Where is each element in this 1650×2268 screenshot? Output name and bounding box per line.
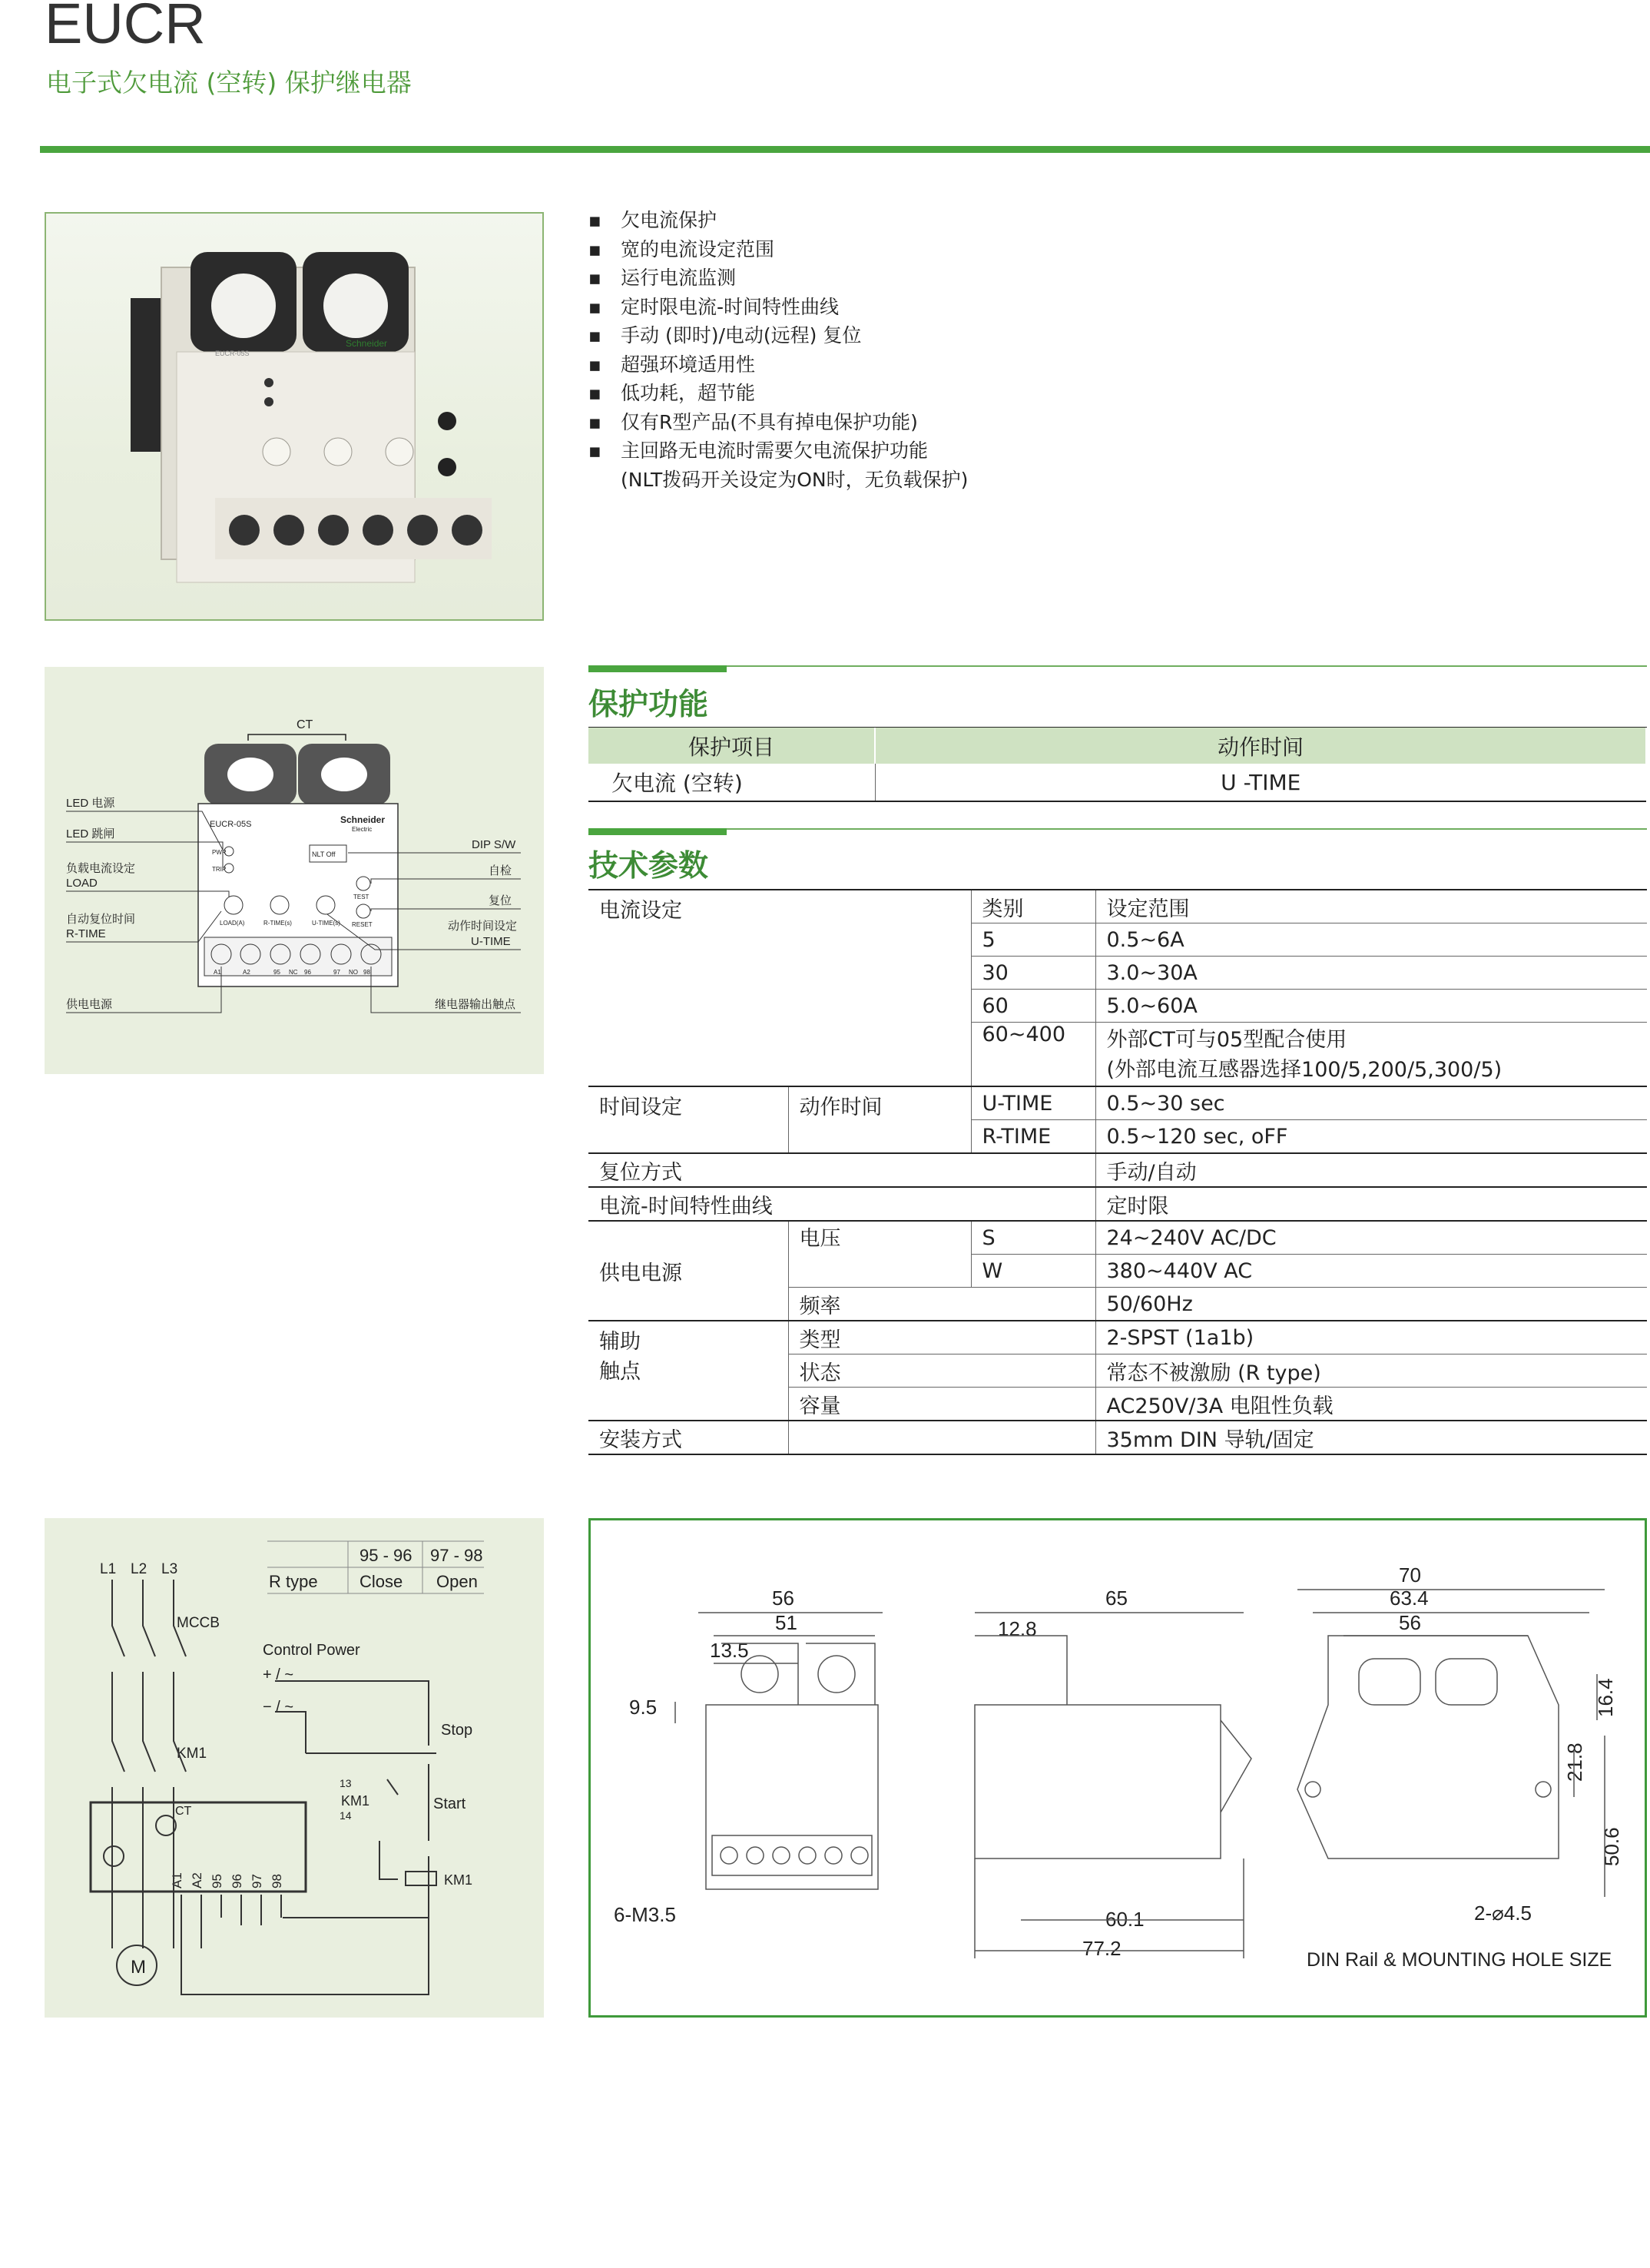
svg-text:EUCR-05S: EUCR-05S bbox=[210, 820, 252, 829]
svg-text:L3: L3 bbox=[161, 1561, 178, 1577]
section-rule bbox=[588, 665, 1647, 667]
list-item: ▪ 宽的电流设定范围 bbox=[588, 237, 775, 260]
svg-text:自动复位时间: 自动复位时间 bbox=[66, 913, 136, 926]
svg-text:NLT Off: NLT Off bbox=[312, 850, 336, 858]
svg-text:98: 98 bbox=[363, 969, 370, 976]
svg-text:77.2: 77.2 bbox=[1082, 1937, 1122, 1960]
svg-text:70: 70 bbox=[1399, 1563, 1421, 1587]
svg-text:MCCB: MCCB bbox=[177, 1615, 220, 1631]
wiring-diagram bbox=[45, 1518, 544, 2018]
prot-header: 保护项目 bbox=[588, 728, 875, 764]
svg-text:负载电流设定: 负载电流设定 bbox=[66, 862, 136, 875]
svg-text:Start: Start bbox=[433, 1796, 466, 1812]
dimension-drawing bbox=[588, 1518, 1647, 2018]
header-divider bbox=[40, 146, 1650, 153]
svg-text:DIP S/W: DIP S/W bbox=[472, 838, 516, 851]
svg-text:65: 65 bbox=[1105, 1587, 1128, 1610]
svg-text:Control Power: Control Power bbox=[263, 1642, 360, 1659]
page-subtitle: 电子式欠电流 (空转) 保护继电器 bbox=[46, 68, 412, 98]
svg-text:98: 98 bbox=[270, 1874, 284, 1888]
svg-text:95: 95 bbox=[210, 1874, 224, 1888]
svg-text:50.6: 50.6 bbox=[1600, 1827, 1623, 1866]
svg-text:R-TIME: R-TIME bbox=[66, 927, 106, 940]
list-item: ▪ 欠电流保护 bbox=[588, 209, 717, 231]
svg-text:M: M bbox=[131, 1957, 146, 1978]
svg-text:供电电源: 供电电源 bbox=[66, 998, 113, 1011]
svg-text:KM1: KM1 bbox=[444, 1872, 473, 1888]
svg-text:RESET: RESET bbox=[352, 921, 373, 928]
svg-text:A1: A1 bbox=[170, 1872, 184, 1888]
svg-text:+ / ~: + / ~ bbox=[263, 1666, 294, 1683]
svg-text:97: 97 bbox=[250, 1874, 264, 1888]
relay-illustration bbox=[46, 214, 542, 619]
svg-text:A2: A2 bbox=[190, 1872, 204, 1888]
svg-text:PWR: PWR bbox=[212, 849, 227, 856]
page-title: EUCR bbox=[45, 0, 206, 55]
svg-text:继电器输出触点: 继电器输出触点 bbox=[435, 998, 516, 1011]
svg-text:R-TIME(s): R-TIME(s) bbox=[263, 920, 292, 927]
svg-text:96: 96 bbox=[304, 969, 311, 976]
table-row: 欠电流 (空转) U -TIME bbox=[588, 764, 1646, 801]
svg-text:A2: A2 bbox=[243, 969, 250, 976]
photo-brand-label: Schneider bbox=[346, 338, 388, 349]
svg-text:60.1: 60.1 bbox=[1105, 1908, 1145, 1931]
svg-text:16.4: 16.4 bbox=[1594, 1678, 1617, 1717]
svg-text:TRIP: TRIP bbox=[212, 866, 227, 873]
tech-section-title: 技术参数 bbox=[588, 849, 709, 884]
svg-text:复位: 复位 bbox=[489, 894, 512, 907]
list-item: ▪ 仅有R型产品(不具有掉电保护功能) bbox=[588, 410, 918, 433]
svg-text:KM1: KM1 bbox=[341, 1793, 370, 1809]
svg-text:Open: Open bbox=[436, 1572, 478, 1591]
svg-text:A1: A1 bbox=[214, 969, 221, 976]
svg-text:63.4: 63.4 bbox=[1390, 1587, 1429, 1610]
svg-text:2-⌀4.5: 2-⌀4.5 bbox=[1474, 1902, 1532, 1925]
svg-text:− / ~: − / ~ bbox=[263, 1699, 294, 1716]
svg-text:TEST: TEST bbox=[353, 894, 369, 900]
svg-text:13.5: 13.5 bbox=[710, 1639, 749, 1662]
svg-text:DIN Rail & MOUNTING HOLE SIZE: DIN Rail & MOUNTING HOLE SIZE bbox=[1307, 1949, 1612, 1971]
photo-model-label: EUCR-05S bbox=[215, 350, 250, 357]
svg-text:L1: L1 bbox=[100, 1561, 117, 1577]
protection-section-title: 保护功能 bbox=[588, 688, 709, 722]
svg-text:自检: 自检 bbox=[489, 864, 512, 877]
svg-text:KM1: KM1 bbox=[177, 1746, 207, 1762]
svg-text:LED 跳闸: LED 跳闸 bbox=[66, 827, 115, 841]
svg-text:96: 96 bbox=[230, 1874, 244, 1888]
feature-note: (NLT拨码开关设定为ON时，无负载保护) bbox=[621, 468, 969, 491]
section-rule bbox=[588, 828, 1647, 830]
svg-text:Stop: Stop bbox=[441, 1722, 473, 1739]
svg-text:CT: CT bbox=[175, 1805, 192, 1818]
list-item: ▪ 运行电流监测 bbox=[588, 267, 737, 289]
list-item: ▪ 低功耗，超节能 bbox=[588, 382, 756, 404]
label-led-power: LED 电源 bbox=[66, 797, 115, 810]
svg-text:97: 97 bbox=[333, 969, 340, 976]
svg-text:56: 56 bbox=[1399, 1611, 1421, 1634]
protection-table bbox=[588, 728, 1647, 802]
ct-label: CT bbox=[297, 718, 313, 731]
list-item: ▪ 手动 (即时)/电动(远程) 复位 bbox=[588, 324, 862, 346]
front-panel-diagram bbox=[45, 667, 544, 1074]
svg-text:9.5: 9.5 bbox=[629, 1696, 658, 1719]
svg-text:56: 56 bbox=[772, 1587, 794, 1610]
svg-text:R type: R type bbox=[269, 1572, 318, 1591]
svg-text:NO: NO bbox=[349, 969, 358, 976]
svg-text:13: 13 bbox=[340, 1777, 352, 1789]
list-item: ▪ 定时限电流-时间特性曲线 bbox=[588, 295, 840, 318]
svg-text:6-M3.5: 6-M3.5 bbox=[614, 1903, 676, 1926]
svg-text:Close: Close bbox=[359, 1572, 403, 1591]
prot-header: 动作时间 bbox=[875, 728, 1646, 764]
feature-list bbox=[584, 206, 968, 494]
svg-text:U-TIME: U-TIME bbox=[471, 935, 511, 948]
svg-text:21.8: 21.8 bbox=[1563, 1742, 1586, 1782]
svg-text:U-TIME(s): U-TIME(s) bbox=[312, 920, 340, 927]
svg-text:Schneider: Schneider bbox=[340, 814, 386, 825]
section-accent bbox=[588, 828, 727, 835]
product-photo bbox=[45, 212, 544, 621]
svg-text:LOAD: LOAD bbox=[66, 877, 98, 890]
svg-text:L2: L2 bbox=[131, 1561, 147, 1577]
svg-text:95 - 96: 95 - 96 bbox=[359, 1546, 412, 1565]
svg-text:12.8: 12.8 bbox=[998, 1617, 1037, 1640]
svg-text:LOAD(A): LOAD(A) bbox=[220, 920, 245, 927]
section-accent bbox=[588, 665, 727, 672]
svg-text:Electric: Electric bbox=[352, 826, 373, 833]
svg-text:97 - 98: 97 - 98 bbox=[430, 1546, 483, 1565]
svg-text:95: 95 bbox=[273, 969, 280, 976]
svg-text:14: 14 bbox=[340, 1809, 352, 1822]
list-item: ▪ 超强环境适用性 bbox=[588, 353, 756, 376]
list-item: ▪ 主回路无电流时需要欠电流保护功能 bbox=[588, 439, 929, 462]
tech-table: 电流设定 类别 设定范围 5 0.5~6A 30 3.0~30A 60 5.0~60A 60~400 外部CT可与05型配合使用 (外部电流互感器选择100/5,200/5,300/5) 时间设定 动作时间 U-TIME 0.5~30 sec R-TIME 0.5~120 sec, oFF 复位方式 手动/自动 电流-时间特性曲线 定时限 供电电源 电压 S 24~240V AC/DC W 380~440V AC 频率 50/60Hz 辅助 触点 类型 2-SPST (1a1b) 状态 常态不被激励 (R type) 容量 AC250V/3A 电阻性负载 安装方式 35mm DIN 导轨/固定 bbox=[588, 889, 1647, 1455]
svg-text:NC: NC bbox=[289, 969, 298, 976]
svg-text:动作时间设定: 动作时间设定 bbox=[448, 920, 518, 933]
svg-text:51: 51 bbox=[775, 1611, 797, 1634]
